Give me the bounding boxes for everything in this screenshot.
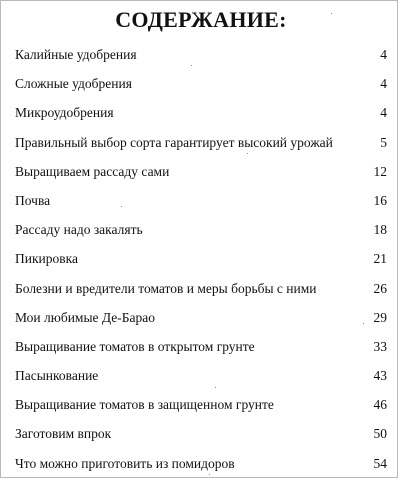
toc-entry-page: 5: [380, 134, 387, 150]
scan-speck: [215, 387, 216, 388]
toc-entry-title: Микроудобрения: [15, 105, 114, 121]
scan-speck: [247, 153, 248, 154]
toc-entry-title: Правильный выбор сорта гарантирует высокий урожай: [15, 134, 333, 150]
toc-entry-title: Выращивание томатов в защищенном грунте: [15, 397, 274, 413]
toc-entry-title: Почва: [15, 192, 51, 208]
toc-entry-page: 43: [373, 368, 387, 384]
toc-entry-page: 29: [373, 309, 387, 325]
scan-speck: [209, 474, 210, 475]
toc-entry-title: Пикировка: [15, 251, 78, 267]
toc-entry: [1, 275, 400, 304]
toc-entry: [1, 216, 400, 245]
toc-entry: [1, 99, 400, 128]
scan-speck: [363, 323, 364, 324]
toc-entry-title: Выращивание томатов в открытом грунте: [15, 338, 255, 354]
toc-entry-title: Калийные удобрения: [15, 47, 137, 62]
toc-entry: [1, 187, 400, 216]
toc-entry: [1, 304, 400, 333]
toc-entry-title: Мои любимые Де-Барао: [15, 309, 156, 325]
toc-entry: [1, 450, 400, 479]
toc-entry: [1, 158, 400, 187]
page-title: СОДЕРЖАНИЕ:: [115, 7, 287, 32]
scan-speck: [191, 65, 192, 66]
toc-entry: [1, 41, 400, 70]
toc-entry-page: 33: [373, 338, 387, 354]
toc-entry-title: Что можно приготовить из помидоров: [15, 455, 235, 471]
toc-entry: [1, 129, 400, 158]
toc-entry-page: 26: [373, 280, 387, 296]
table-of-contents: [1, 41, 400, 479]
toc-entry-title: Сложные удобрения: [15, 76, 132, 92]
toc-entry-page: 12: [373, 163, 387, 179]
toc-entry: [1, 70, 400, 99]
toc-entry-title: Рассаду надо закалять: [15, 222, 143, 238]
toc-entry-page: 54: [373, 455, 387, 471]
toc-entry: [1, 391, 400, 420]
toc-entry-page: 4: [380, 105, 387, 121]
toc-entry-page: 18: [373, 222, 387, 238]
scan-speck: [121, 206, 122, 207]
toc-entry: [1, 333, 400, 362]
toc-entry-title: Заготовим впрок: [15, 426, 112, 442]
toc-entry-page: 46: [373, 397, 387, 413]
toc-entry-page: 4: [380, 76, 387, 92]
toc-entry: [1, 420, 400, 449]
scan-speck: [331, 13, 332, 14]
toc-entry-title: Пасынкование: [15, 368, 99, 384]
toc-entry: [1, 245, 400, 274]
toc-entry-page: 4: [380, 47, 387, 62]
toc-entry-title: Болезни и вредители томатов и меры борьбы с ними: [15, 280, 317, 296]
toc-entry-title: Выращиваем рассаду сами: [15, 163, 170, 179]
toc-entry-page: 50: [373, 426, 387, 442]
toc-entry-page: 21: [373, 251, 387, 267]
toc-entry: [1, 362, 400, 391]
toc-entry-page: 16: [373, 192, 387, 208]
